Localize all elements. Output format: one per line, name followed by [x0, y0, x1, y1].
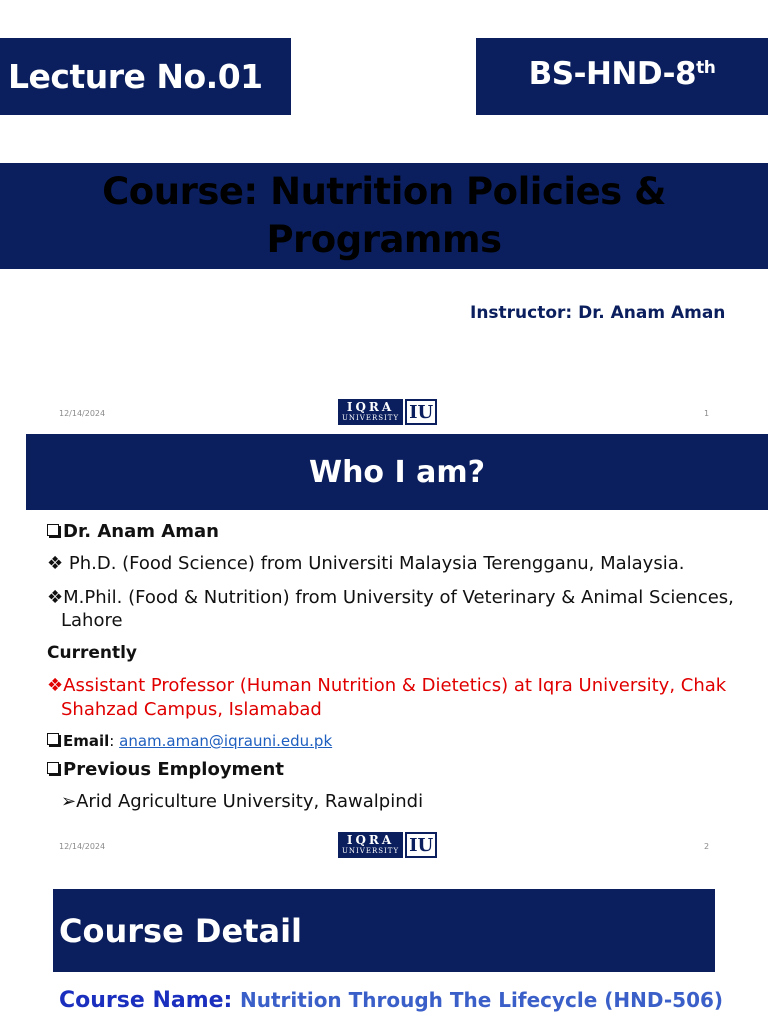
checkbox-bullet-icon: [47, 762, 59, 774]
email-separator: :: [109, 732, 120, 750]
checkbox-bullet-icon: [47, 524, 59, 536]
logo-line2: UNIVERSITY: [342, 414, 400, 422]
who-i-am-title: Who I am?: [308, 454, 485, 490]
logo-line1: IQRA: [346, 833, 395, 847]
arrow-bullet-icon: ➢: [61, 791, 77, 812]
phd-text: Ph.D. (Food Science) from Universiti Malaysia Terengganu, Malaysia.: [63, 553, 685, 574]
checkbox-bullet-icon: [47, 733, 59, 745]
program-label: [529, 56, 716, 92]
position-line: [47, 675, 726, 696]
program-box: [476, 38, 768, 115]
instructor-name: Instructor: Dr. Anam Aman: [470, 303, 726, 323]
position-text-1: Assistant Professor (Human Nutrition & Dietetics) at Iqra University, Chak: [63, 675, 727, 696]
email-label: Email: [63, 732, 110, 750]
logo-wordmark: [338, 832, 403, 858]
phd-line: [47, 553, 684, 574]
previous-employment-line: [47, 759, 284, 780]
mphil-line-2: Lahore: [61, 610, 123, 631]
instructor-full-name: Dr. Anam Aman: [63, 521, 219, 542]
diamond-bullet-icon: ❖: [47, 675, 64, 696]
name-line: [47, 521, 219, 542]
program-superscript: th: [696, 58, 716, 78]
course-title-band: [0, 163, 768, 269]
slide1-date: 12/14/2024: [59, 409, 106, 418]
iqra-logo: [338, 399, 437, 425]
email-link[interactable]: anam.aman@iqrauni.edu.pk: [119, 732, 333, 750]
logo-iu-mark: IU: [405, 399, 437, 425]
mphil-text-1: M.Phil. (Food & Nutrition) from University of Veterinary & Animal Sciences,: [63, 587, 734, 608]
course-name-value: Nutrition Through The Lifecycle (HND-506): [240, 988, 724, 1012]
mphil-line: [47, 587, 734, 608]
course-name-label: Course Name:: [59, 988, 241, 1013]
logo-line2: UNIVERSITY: [342, 847, 400, 855]
lecture-number-box: [0, 38, 291, 115]
course-name-line: [59, 988, 723, 1013]
slide2-date: 12/14/2024: [59, 842, 106, 851]
previous-employer-line: [61, 791, 423, 812]
course-detail-band: [53, 889, 715, 972]
who-i-am-band: [26, 434, 768, 510]
previous-employment-heading: Previous Employment: [63, 759, 284, 780]
lecture-number: Lecture No.01: [8, 57, 263, 96]
course-title: Course: Nutrition Policies & Programms: [102, 170, 666, 261]
previous-employer: Arid Agriculture University, Rawalpindi: [76, 791, 424, 812]
diamond-bullet-icon: ❖: [47, 553, 64, 574]
course-detail-title: Course Detail: [59, 911, 303, 950]
logo-iu-mark: IU: [405, 832, 437, 858]
slide2-page-number: 2: [704, 842, 710, 851]
program-text: BS-HND-8: [528, 56, 697, 92]
logo-line1: IQRA: [346, 400, 395, 414]
logo-wordmark: [338, 399, 403, 425]
iqra-logo: [338, 832, 437, 858]
diamond-bullet-icon: ❖: [47, 587, 64, 608]
email-line: [47, 730, 332, 751]
slide1-page-number: 1: [704, 409, 710, 418]
position-line-2: Shahzad Campus, Islamabad: [61, 699, 322, 720]
currently-heading: Currently: [47, 643, 138, 663]
